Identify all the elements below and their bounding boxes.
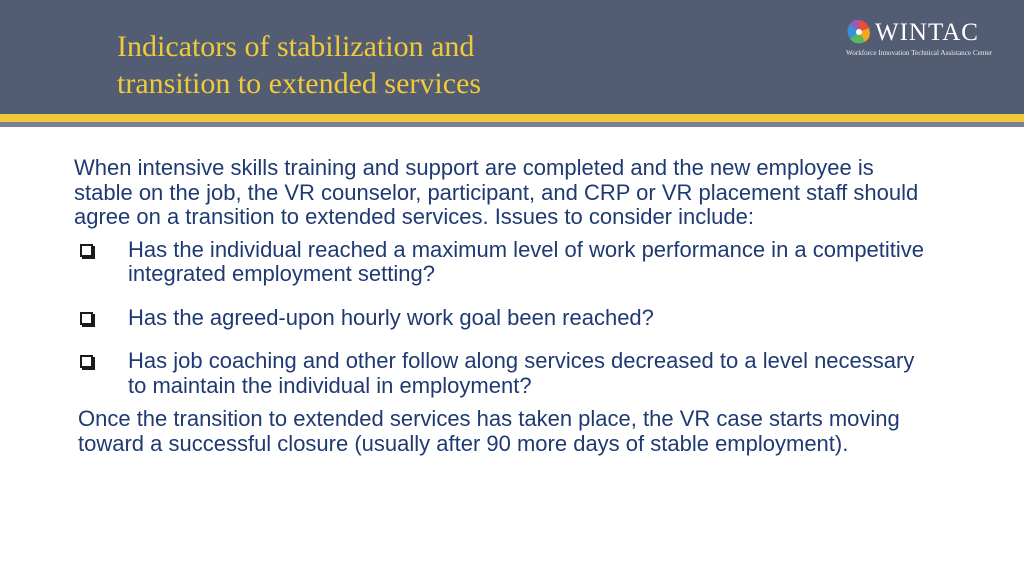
closing-paragraph: Once the transition to extended services has taken place, the VR case starts moving toward a successful closure (usually after 90 more days of stable employment).	[78, 406, 900, 456]
list-item-text: Has the agreed-upon hourly work goal been reached?	[128, 304, 654, 330]
title-line-1: Indicators of stabilization and	[117, 30, 475, 63]
checkbox-bullet-icon	[80, 244, 93, 257]
wintac-logo	[845, 18, 1015, 62]
checkbox-bullet-icon	[80, 355, 93, 368]
logo-tagline: Workforce Innovation Technical Assistance Center	[846, 49, 993, 57]
checkbox-bullet-icon	[80, 312, 93, 325]
slide-body	[74, 156, 934, 456]
list-item	[80, 349, 934, 398]
list-item-text: Has job coaching and other follow along services decreased to a level necessary to maintain the individual in employment?	[128, 348, 915, 398]
list-item	[80, 238, 934, 287]
intro-paragraph: When intensive skills training and support are completed and the new employee is stable on the job, the VR counselor, participant, and CRP or VR placement staff should agree on a transition to extended services. Issues to consider include:	[74, 155, 919, 229]
title-line-2: transition to extended services	[117, 67, 482, 100]
logo-name: WINTAC	[875, 19, 979, 46]
list-item-text: Has the individual reached a maximum level of work performance in a competitive integrated employment setting?	[128, 236, 925, 286]
header-gold-rule	[0, 114, 1024, 122]
slide-title	[117, 28, 677, 102]
header-gray-rule	[0, 122, 1024, 127]
list-item	[80, 306, 934, 331]
issues-list	[74, 238, 934, 399]
slide-header	[0, 0, 1024, 114]
pinwheel-logo-icon	[845, 18, 873, 46]
